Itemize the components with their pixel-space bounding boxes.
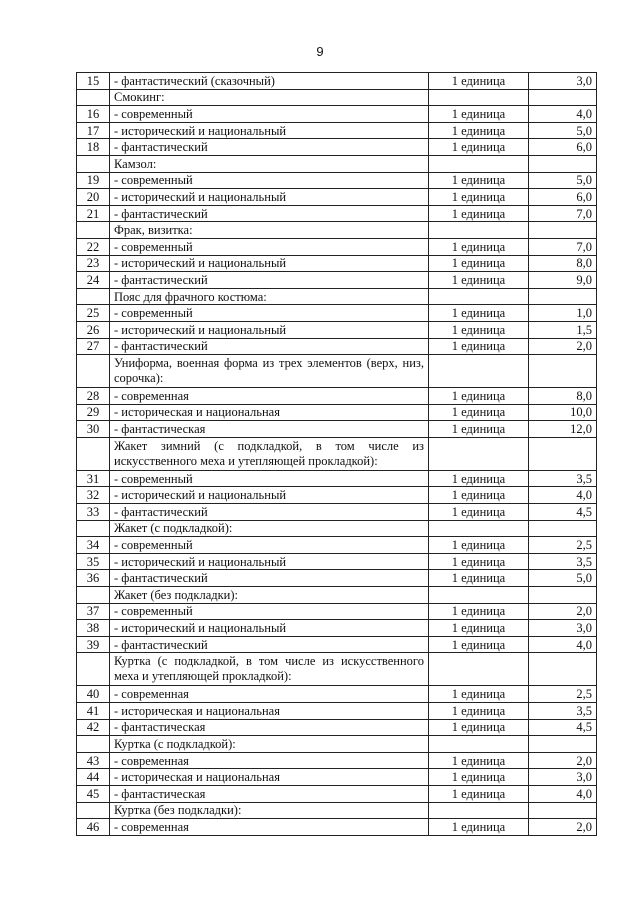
item-name-cell: - современная xyxy=(110,752,429,769)
norm-value-cell: 3,5 xyxy=(529,703,597,720)
table-row xyxy=(77,205,597,222)
table-row xyxy=(77,388,597,405)
table-row xyxy=(77,686,597,703)
item-name-cell: - исторический и национальный xyxy=(110,189,429,206)
item-name-cell: - современная xyxy=(110,819,429,836)
item-name-cell: Пояс для фрачного костюма: xyxy=(110,288,429,305)
norm-value-cell: 5,0 xyxy=(529,570,597,587)
item-name-cell: - исторический и национальный xyxy=(110,255,429,272)
table-row xyxy=(77,139,597,156)
unit-cell: 1 единица xyxy=(429,703,529,720)
row-number-cell: 38 xyxy=(77,620,110,637)
table-row xyxy=(77,238,597,255)
unit-cell: 1 единица xyxy=(429,487,529,504)
unit-cell xyxy=(429,437,529,470)
row-number-cell: 24 xyxy=(77,272,110,289)
item-name-cell: - современный xyxy=(110,172,429,189)
row-number-cell xyxy=(77,437,110,470)
item-name-cell: - фантастический (сказочный) xyxy=(110,73,429,90)
table-row xyxy=(77,719,597,736)
row-number-cell xyxy=(77,155,110,172)
item-name-cell: - фантастический xyxy=(110,504,429,521)
norm-value-cell: 8,0 xyxy=(529,255,597,272)
item-name-cell: - современный xyxy=(110,238,429,255)
row-number-cell: 34 xyxy=(77,537,110,554)
table-row xyxy=(77,785,597,802)
item-name-cell: - фантастический xyxy=(110,570,429,587)
unit-cell xyxy=(429,288,529,305)
norm-value-cell: 2,5 xyxy=(529,686,597,703)
norm-value-cell: 7,0 xyxy=(529,205,597,222)
norm-value-cell: 2,0 xyxy=(529,819,597,836)
table-row xyxy=(77,272,597,289)
row-number-cell: 22 xyxy=(77,238,110,255)
unit-cell: 1 единица xyxy=(429,769,529,786)
row-number-cell xyxy=(77,355,110,388)
unit-cell: 1 единица xyxy=(429,752,529,769)
norm-value-cell: 3,0 xyxy=(529,73,597,90)
norm-value-cell xyxy=(529,89,597,106)
row-number-cell: 27 xyxy=(77,338,110,355)
row-number-cell: 32 xyxy=(77,487,110,504)
unit-cell xyxy=(429,155,529,172)
row-number-cell: 25 xyxy=(77,305,110,322)
row-number-cell: 30 xyxy=(77,421,110,438)
unit-cell: 1 единица xyxy=(429,404,529,421)
item-name-cell: - исторический и национальный xyxy=(110,122,429,139)
unit-cell: 1 единица xyxy=(429,470,529,487)
unit-cell xyxy=(429,802,529,819)
table-row xyxy=(77,255,597,272)
norm-value-cell: 4,5 xyxy=(529,719,597,736)
norm-value-cell: 12,0 xyxy=(529,421,597,438)
item-name-cell: - современный xyxy=(110,106,429,123)
norm-value-cell: 3,0 xyxy=(529,620,597,637)
row-number-cell: 28 xyxy=(77,388,110,405)
unit-cell: 1 единица xyxy=(429,421,529,438)
row-number-cell: 36 xyxy=(77,570,110,587)
table-row xyxy=(77,404,597,421)
item-name-cell: - исторический и национальный xyxy=(110,620,429,637)
unit-cell xyxy=(429,653,529,686)
item-name-cell: - современный xyxy=(110,305,429,322)
norm-value-cell: 1,5 xyxy=(529,321,597,338)
norm-value-cell: 10,0 xyxy=(529,404,597,421)
row-number-cell xyxy=(77,89,110,106)
item-name-cell: - фантастический xyxy=(110,338,429,355)
item-name-cell: - исторический и национальный xyxy=(110,553,429,570)
row-number-cell: 23 xyxy=(77,255,110,272)
row-number-cell xyxy=(77,288,110,305)
unit-cell xyxy=(429,587,529,604)
item-name-cell: Жакет (без подкладки): xyxy=(110,587,429,604)
table-row xyxy=(77,636,597,653)
table-row xyxy=(77,553,597,570)
norm-value-cell: 2,0 xyxy=(529,338,597,355)
item-name-cell: Камзол: xyxy=(110,155,429,172)
norm-value-cell xyxy=(529,355,597,388)
item-name-cell: - историческая и национальная xyxy=(110,703,429,720)
row-number-cell: 41 xyxy=(77,703,110,720)
norm-value-cell: 1,0 xyxy=(529,305,597,322)
norm-value-cell xyxy=(529,437,597,470)
norm-value-cell: 5,0 xyxy=(529,122,597,139)
unit-cell xyxy=(429,520,529,537)
unit-cell: 1 единица xyxy=(429,305,529,322)
item-name-cell: - фантастический xyxy=(110,139,429,156)
norm-value-cell: 6,0 xyxy=(529,189,597,206)
unit-cell: 1 единица xyxy=(429,172,529,189)
table-row xyxy=(77,189,597,206)
norm-value-cell: 8,0 xyxy=(529,388,597,405)
unit-cell: 1 единица xyxy=(429,139,529,156)
row-number-cell: 17 xyxy=(77,122,110,139)
row-number-cell: 21 xyxy=(77,205,110,222)
page-number: 9 xyxy=(316,44,324,59)
norm-value-cell xyxy=(529,736,597,753)
row-number-cell: 40 xyxy=(77,686,110,703)
item-name-cell: Куртка (без подкладки): xyxy=(110,802,429,819)
item-name-cell: Куртка (с подкладкой, в том числе из искусственного меха и утепляющей прокладкой): xyxy=(110,653,429,686)
row-number-cell xyxy=(77,222,110,239)
table-row xyxy=(77,155,597,172)
item-name-cell: - современная xyxy=(110,388,429,405)
item-name-cell: - фантастический xyxy=(110,205,429,222)
table-row xyxy=(77,470,597,487)
table-row xyxy=(77,520,597,537)
row-number-cell: 46 xyxy=(77,819,110,836)
row-number-cell: 37 xyxy=(77,603,110,620)
row-number-cell xyxy=(77,736,110,753)
norm-value-cell: 3,0 xyxy=(529,769,597,786)
norm-value-cell: 4,0 xyxy=(529,785,597,802)
table-row xyxy=(77,703,597,720)
unit-cell: 1 единица xyxy=(429,603,529,620)
norm-value-cell: 3,5 xyxy=(529,470,597,487)
item-name-cell: - фантастическая xyxy=(110,421,429,438)
row-number-cell: 19 xyxy=(77,172,110,189)
item-name-cell: Жакет зимний (с подкладкой, в том числе из искусственного меха и утепляющей прокладкой): xyxy=(110,437,429,470)
item-name-cell: - современная xyxy=(110,686,429,703)
item-name-cell: - историческая и национальная xyxy=(110,404,429,421)
norm-value-cell xyxy=(529,155,597,172)
row-number-cell xyxy=(77,653,110,686)
table-row xyxy=(77,487,597,504)
row-number-cell: 42 xyxy=(77,719,110,736)
table-row xyxy=(77,537,597,554)
unit-cell: 1 единица xyxy=(429,106,529,123)
norm-value-cell xyxy=(529,222,597,239)
row-number-cell: 35 xyxy=(77,553,110,570)
norm-value-cell: 4,5 xyxy=(529,504,597,521)
row-number-cell: 31 xyxy=(77,470,110,487)
table-row xyxy=(77,288,597,305)
table-row xyxy=(77,769,597,786)
norm-value-cell xyxy=(529,802,597,819)
row-number-cell: 15 xyxy=(77,73,110,90)
table-row xyxy=(77,587,597,604)
norm-value-cell: 6,0 xyxy=(529,139,597,156)
unit-cell: 1 единица xyxy=(429,785,529,802)
unit-cell: 1 единица xyxy=(429,570,529,587)
norm-value-cell: 2,0 xyxy=(529,603,597,620)
norm-value-cell: 9,0 xyxy=(529,272,597,289)
norm-value-cell: 7,0 xyxy=(529,238,597,255)
unit-cell: 1 единица xyxy=(429,636,529,653)
unit-cell: 1 единица xyxy=(429,122,529,139)
item-name-cell: - исторический и национальный xyxy=(110,487,429,504)
unit-cell: 1 единица xyxy=(429,388,529,405)
item-name-cell: Униформа, военная форма из трех элементов (верх, низ, сорочка): xyxy=(110,355,429,388)
norm-value-cell xyxy=(529,520,597,537)
row-number-cell: 26 xyxy=(77,321,110,338)
unit-cell: 1 единица xyxy=(429,686,529,703)
unit-cell: 1 единица xyxy=(429,537,529,554)
table-row xyxy=(77,437,597,470)
norm-value-cell: 4,0 xyxy=(529,106,597,123)
item-name-cell: - исторический и национальный xyxy=(110,321,429,338)
table-row xyxy=(77,321,597,338)
item-name-cell: - современный xyxy=(110,603,429,620)
unit-cell xyxy=(429,736,529,753)
unit-cell: 1 единица xyxy=(429,272,529,289)
unit-cell: 1 единица xyxy=(429,255,529,272)
item-name-cell: - фантастическая xyxy=(110,719,429,736)
row-number-cell xyxy=(77,802,110,819)
item-name-cell: Смокинг: xyxy=(110,89,429,106)
table-row xyxy=(77,122,597,139)
table-row xyxy=(77,802,597,819)
row-number-cell: 45 xyxy=(77,785,110,802)
row-number-cell: 33 xyxy=(77,504,110,521)
table-body xyxy=(77,73,597,836)
unit-cell: 1 единица xyxy=(429,238,529,255)
norm-value-cell xyxy=(529,288,597,305)
unit-cell xyxy=(429,355,529,388)
unit-cell: 1 единица xyxy=(429,819,529,836)
table-row xyxy=(77,355,597,388)
table-row xyxy=(77,106,597,123)
item-name-cell: - современный xyxy=(110,470,429,487)
unit-cell: 1 единица xyxy=(429,73,529,90)
unit-cell: 1 единица xyxy=(429,205,529,222)
norm-value-cell: 5,0 xyxy=(529,172,597,189)
item-name-cell: - фантастическая xyxy=(110,785,429,802)
item-name-cell: Фрак, визитка: xyxy=(110,222,429,239)
costume-norms-table xyxy=(76,72,597,836)
unit-cell xyxy=(429,222,529,239)
row-number-cell: 44 xyxy=(77,769,110,786)
item-name-cell: - фантастический xyxy=(110,636,429,653)
item-name-cell: - современный xyxy=(110,537,429,554)
norm-value-cell: 4,0 xyxy=(529,487,597,504)
table-row xyxy=(77,172,597,189)
row-number-cell xyxy=(77,587,110,604)
unit-cell: 1 единица xyxy=(429,553,529,570)
row-number-cell: 43 xyxy=(77,752,110,769)
table-row xyxy=(77,222,597,239)
unit-cell: 1 единица xyxy=(429,620,529,637)
table-row xyxy=(77,819,597,836)
item-name-cell: - фантастический xyxy=(110,272,429,289)
table-row xyxy=(77,305,597,322)
unit-cell: 1 единица xyxy=(429,504,529,521)
table-row xyxy=(77,620,597,637)
item-name-cell: - историческая и национальная xyxy=(110,769,429,786)
unit-cell: 1 единица xyxy=(429,321,529,338)
table-row xyxy=(77,89,597,106)
table-row xyxy=(77,421,597,438)
row-number-cell: 29 xyxy=(77,404,110,421)
unit-cell xyxy=(429,89,529,106)
table-row xyxy=(77,653,597,686)
unit-cell: 1 единица xyxy=(429,719,529,736)
table-row xyxy=(77,504,597,521)
item-name-cell: Куртка (с подкладкой): xyxy=(110,736,429,753)
unit-cell: 1 единица xyxy=(429,338,529,355)
row-number-cell: 20 xyxy=(77,189,110,206)
row-number-cell: 39 xyxy=(77,636,110,653)
row-number-cell xyxy=(77,520,110,537)
norm-value-cell xyxy=(529,653,597,686)
table-row xyxy=(77,603,597,620)
item-name-cell: Жакет (с подкладкой): xyxy=(110,520,429,537)
table-row xyxy=(77,752,597,769)
table-row xyxy=(77,570,597,587)
table-row xyxy=(77,338,597,355)
norm-value-cell: 4,0 xyxy=(529,636,597,653)
row-number-cell: 18 xyxy=(77,139,110,156)
unit-cell: 1 единица xyxy=(429,189,529,206)
table-row xyxy=(77,736,597,753)
norm-value-cell: 2,0 xyxy=(529,752,597,769)
norm-value-cell: 3,5 xyxy=(529,553,597,570)
row-number-cell: 16 xyxy=(77,106,110,123)
table-row xyxy=(77,73,597,90)
norm-value-cell xyxy=(529,587,597,604)
norm-value-cell: 2,5 xyxy=(529,537,597,554)
